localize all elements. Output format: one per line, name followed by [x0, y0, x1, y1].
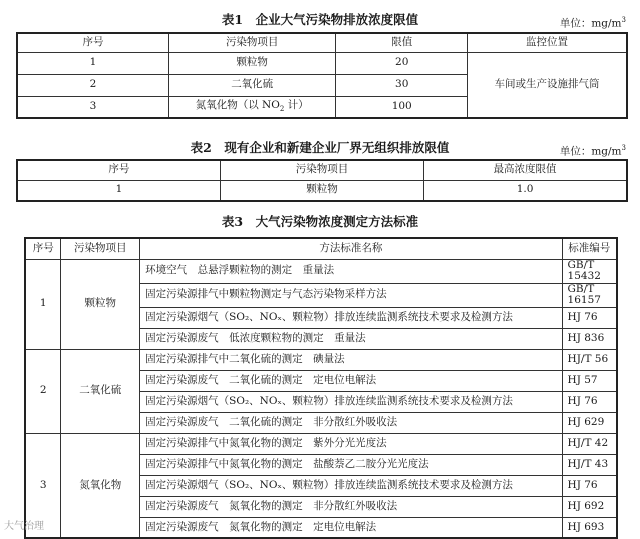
standard-code: HJ 76 — [562, 475, 617, 496]
standard-code: HJ 57 — [562, 370, 617, 391]
method-name: 固定污染源废气 氮氧化物的测定 定电位电解法 — [140, 517, 562, 538]
table1-col-item: 污染物项目 — [168, 33, 335, 52]
method-name: 固定污染源废气 氮氧化物的测定 非分散红外吸收法 — [140, 496, 562, 517]
table-row — [17, 52, 627, 74]
row-no: 2 — [17, 74, 168, 96]
standard-code: HJ 693 — [562, 517, 617, 538]
table3-col-item: 污染物项目 — [61, 238, 140, 259]
row-limit: 100 — [336, 96, 468, 118]
method-name: 固定污染源废气 二氧化硫的测定 定电位电解法 — [140, 370, 562, 391]
standard-code: HJ/T 56 — [562, 349, 617, 370]
method-name: 固定污染源排气中二氧化硫的测定 碘量法 — [140, 349, 562, 370]
table1-header-row — [17, 33, 627, 52]
group-item: 颗粒物 — [61, 259, 140, 349]
row-no: 1 — [17, 52, 168, 74]
row-limit: 1.0 — [424, 180, 627, 201]
method-name: 固定污染源烟气（SO₂、NOₓ、颗粒物）排放连续监测系统技术要求及检测方法 — [140, 391, 562, 412]
table3-header-row — [25, 238, 617, 259]
table3-col-method: 方法标准名称 — [140, 238, 562, 259]
group-item: 氮氧化物 — [61, 433, 140, 538]
table2-unit: 单位：$mg/m^3$ — [559, 144, 626, 158]
table2-col-limit: 最高浓度限值 — [424, 160, 627, 180]
standard-code: HJ 836 — [562, 328, 617, 349]
table3 — [24, 237, 618, 539]
table1-header — [0, 11, 640, 29]
table1-unit: 单位：$mg/m^3$ — [559, 16, 626, 30]
group-no: 2 — [25, 349, 61, 433]
table3-title: 表3 大气污染物浓度测定方法标准 — [221, 214, 419, 229]
standard-code: HJ/T 42 — [562, 433, 617, 454]
monitor-location: 车间或生产设施排气筒 — [468, 52, 627, 118]
method-name: 固定污染源排气中氮氧化物的测定 紫外分光光度法 — [140, 433, 562, 454]
table3-col-code: 标准编号 — [562, 238, 617, 259]
table3-header — [0, 213, 640, 231]
standard-code: HJ/T 43 — [562, 454, 617, 475]
row-item: 颗粒物 — [168, 52, 335, 74]
row-item: 颗粒物 — [220, 180, 423, 201]
table1-title: 表1 企业大气污染物排放浓度限值 — [221, 12, 419, 27]
row-item: 氮氧化物（以 $NO_2$ 计） — [168, 96, 335, 118]
row-no: 3 — [17, 96, 168, 118]
watermark: 大气治理 — [4, 521, 44, 532]
table-row — [17, 180, 627, 201]
table-row — [25, 349, 617, 370]
method-name: 固定污染源废气 低浓度颗粒物的测定 重量法 — [140, 328, 562, 349]
table2-header-row — [17, 160, 627, 180]
method-name: 固定污染源烟气（SO₂、NOₓ、颗粒物）排放连续监测系统技术要求及检测方法 — [140, 475, 562, 496]
table1 — [16, 32, 628, 119]
group-item: 二氧化硫 — [61, 349, 140, 433]
table2 — [16, 159, 628, 202]
method-name: 固定污染源排气中颗粒物测定与气态污染物采样方法 — [140, 283, 562, 307]
standard-code: GB/T 16157 — [562, 283, 617, 307]
standard-code: HJ 629 — [562, 412, 617, 433]
table1-col-no: 序号 — [17, 33, 168, 52]
standard-code: HJ 76 — [562, 391, 617, 412]
table1-col-location: 监控位置 — [468, 33, 627, 52]
row-item: 二氧化硫 — [168, 74, 335, 96]
method-name: 环境空气 总悬浮颗粒物的测定 重量法 — [140, 259, 562, 283]
table2-col-no: 序号 — [17, 160, 220, 180]
method-name: 固定污染源废气 二氧化硫的测定 非分散红外吸收法 — [140, 412, 562, 433]
table3-col-no: 序号 — [25, 238, 61, 259]
standard-code: GB/T 15432 — [562, 259, 617, 283]
standard-code: HJ 692 — [562, 496, 617, 517]
group-no: 3 — [25, 433, 61, 538]
table-row — [25, 433, 617, 454]
standard-code: HJ 76 — [562, 307, 617, 328]
row-limit: 30 — [336, 74, 468, 96]
method-name: 固定污染源排气中氮氧化物的测定 盐酸萘乙二胺分光光度法 — [140, 454, 562, 475]
table2-header — [0, 139, 640, 157]
row-limit: 20 — [336, 52, 468, 74]
row-no: 1 — [17, 180, 220, 201]
table1-col-limit: 限值 — [336, 33, 468, 52]
method-name: 固定污染源烟气（SO₂、NOₓ、颗粒物）排放连续监测系统技术要求及检测方法 — [140, 307, 562, 328]
group-no: 1 — [25, 259, 61, 349]
table-row — [25, 259, 617, 283]
table2-title: 表2 现有企业和新建企业厂界无组织排放限值 — [190, 140, 450, 155]
table2-col-item: 污染物项目 — [220, 160, 423, 180]
